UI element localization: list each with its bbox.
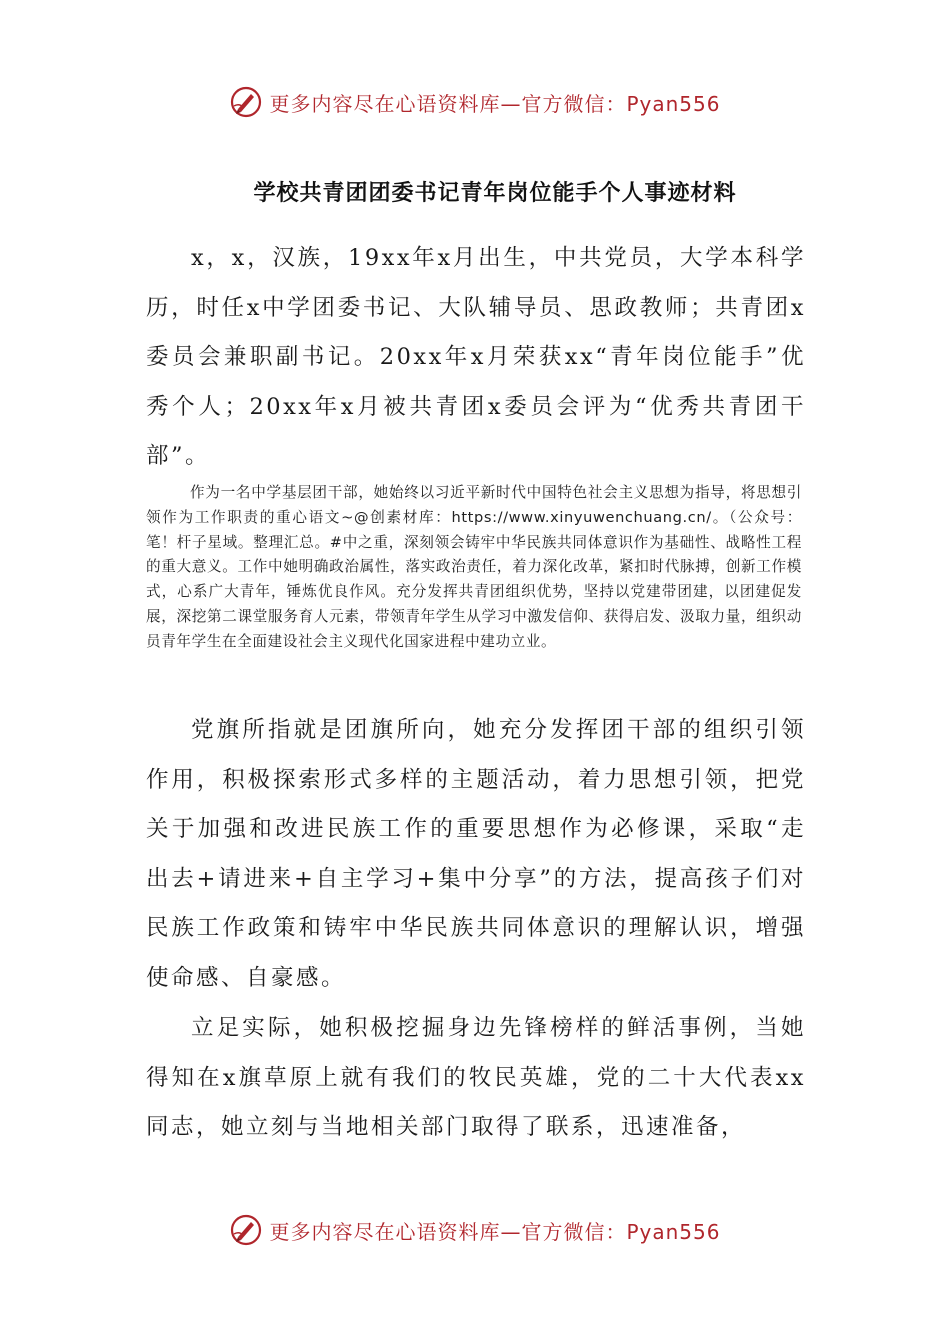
watermark-banner-bottom: [0, 1210, 950, 1250]
body-paragraph-practical: 立足实际，她积极挖掘身边先锋榜样的鲜活事例，当她得知在x旗草原上就有我们的牧民英雄，党的二十大代表xx同志，她立刻与当地相关部门取得了联系，迅速准备，: [146, 1015, 806, 1141]
body-paragraph-party-flag: 党旗所指就是团旗所向，她充分发挥团干部的组织引领作用，积极探索形式多样的主题活动，着力思想引领，把党关于加强和改进民族工作的重要思想作为必修课，采取“走出去+请进来+自主学习+集中分享”的方法，提高孩子们对民族工作政策和铸牢中华民族共同体意识的理解认识，增强使命感、自豪感。: [146, 717, 806, 991]
document-title: 学校共青团团委书记青年岗位能手个人事迹材料: [253, 181, 737, 206]
watermark-text: 更多内容尽在心语资料库—官方微信：Pyan556: [269, 1219, 721, 1244]
body-paragraph-intro: x，x，汉族，19xx年x月出生，中共党员，大学本科学历，时任x中学团委书记、大队辅导员、思政教师；共青团x委员会兼职副书记。20xx年x月荣获xx“青年岗位能手”优秀个人；20xx年x月被共青团x委员会评为“优秀共青团干部”。: [146, 245, 806, 470]
body-paragraph-small-print: 作为一名中学基层团干部，她始终以习近平新时代中国特色社会主义思想为指导，将思想引领作为工作职责的重心语文~@创素材库：https://www.xinyuwenchuang.cn/。（公众号：笔！杆子星域。整理汇总。#中之重，深刻领会铸牢中华民族共同体意识作为基础性、战略性工程的重大意义。工作中她明确政治属性，落实政治责任，着力深化改革，紧扣时代脉搏，创新工作模式，心系广大青年，锤炼优良作风。充分发挥共青团组织优势，坚持以党建带团建，以团建促发展，深挖第二课堂服务育人元素，带领青年学生从学习中激发信仰、获得启发、汲取力量，组织动员青年学生在全面建设社会主义现代化国家进程中建功立业。: [146, 484, 802, 650]
pen-circle-logo-icon: [229, 85, 263, 119]
watermark-banner-top: [0, 82, 950, 122]
pen-circle-logo-icon: [229, 1213, 263, 1247]
watermark-text: 更多内容尽在心语资料库—官方微信：Pyan556: [269, 91, 721, 116]
